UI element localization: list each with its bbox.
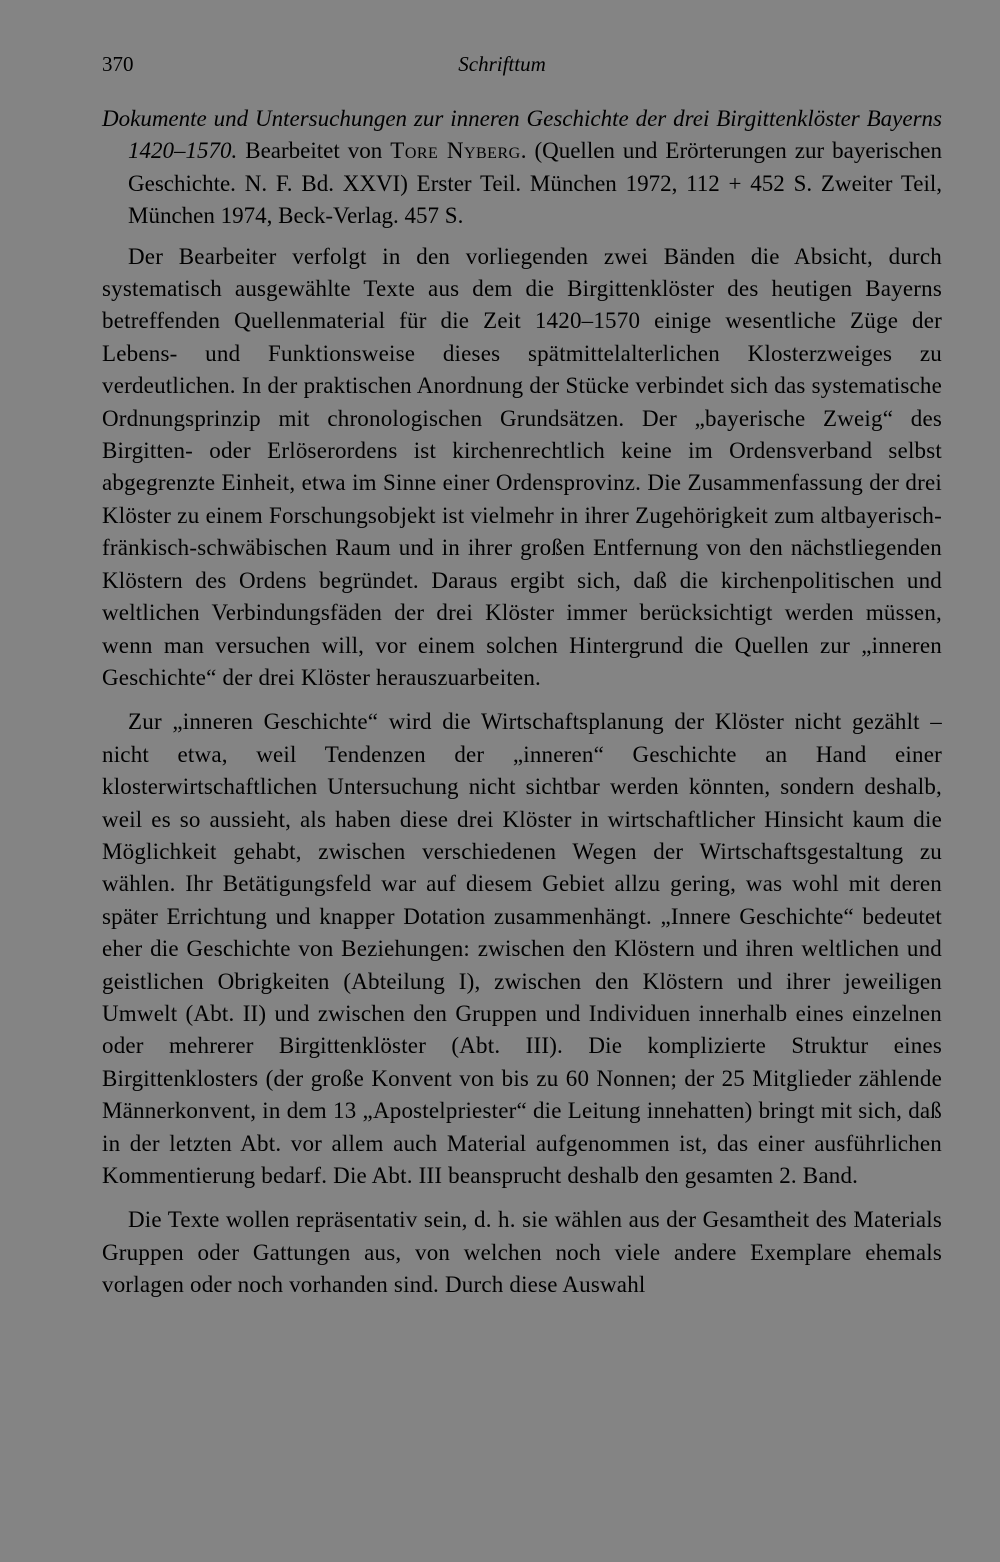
body-paragraph-1: Der Bearbeiter verfolgt in den vorliegenden zwei Bänden die Absicht, durch systematisch ausgewählte Texte aus dem die Birgittenklöster des heutigen Bayerns betreffenden Quellenmaterial für die Zeit 1420–1570 einige wesentliche Züge der Lebens- und Funktionsweise dieses spätmittelalterlichen Klosterzweiges zu verdeutlichen. In der praktischen Anordnung der Stücke verbindet sich das systematische Ordnungsprinzip mit chronologischen Grundsätzen. Der „bayerische Zweig“ des Birgitten- oder Erlöserordens ist kirchenrechtlich keine im Ordensverband selbst abgegrenzte Einheit, etwa im Sinne einer Ordensprovinz. Die Zusammenfassung der drei Klöster zu einem Forschungsobjekt ist vielmehr in ihrer Zugehörigkeit zum altbayerisch-fränkisch-schwäbischen Raum und in ihrer großen Entfernung von den nächstliegenden Klöstern des Ordens begründet. Daraus ergibt sich, daß die kirchenpolitischen und weltlichen Verbindungsfäden der drei Klöster immer berücksichtigt werden müssen, wenn man versuchen will, vor einem solchen Hintergrund die Quellen zur „inneren Geschichte“ der drei Klöster herauszuarbeiten. — [102, 243, 942, 690]
review-entry — [102, 103, 942, 1314]
imprint: . (Quellen und Erörterungen zur bayerischen Geschichte. N. F. Bd. XXVI) Erster Teil. München 1972, 112 + 452 S. Zweiter Teil, München 1974, Beck-Verlag. 457 S. — [128, 138, 942, 229]
page-header — [102, 52, 902, 82]
editor-prefix: Bearbeitet von — [237, 138, 391, 164]
book-title: Dokumente und Untersuchungen zur inneren Geschichte der drei Birgittenklöster Bayerns 1420–1570. — [102, 106, 942, 164]
body-paragraph-3: Die Texte wollen repräsentativ sein, d. h. sie wählen aus der Gesamtheit des Materials Gruppen oder Gattungen aus, von welchen noch viele andere Exemplare ehemals vorlagen oder noch vorhanden sind. Durch diese Auswahl — [102, 1207, 942, 1298]
running-head: Schrifttum — [458, 52, 546, 76]
body-paragraph-2: Zur „inneren Geschichte“ wird die Wirtschaftsplanung der Klöster nicht gezählt – nicht etwa, weil Tendenzen der „inneren“ Geschichte an Hand einer klosterwirtschaftlichen Untersuchung nicht sichtbar werden könnten, sondern deshalb, weil es so aussieht, als haben diese drei Klöster in wirtschaftlicher Hinsicht kaum die Möglichkeit gehabt, zwischen verschiedenen Wegen der Wirtschaftsgestaltung zu wählen. Ihr Betätigungsfeld war auf diesem Gebiet allzu gering, was wohl mit deren später Errichtung und knapper Dotation zusammenhängt. „Innere Geschichte“ bedeutet eher die Geschichte von Beziehungen: zwischen den Klöstern und ihren weltlichen und geistlichen Obrigkeiten (Abteilung I), zwischen den Klöstern und ihrer jeweiligen Umwelt (Abt. II) und zwischen den Gruppen und Individuen innerhalb eines einzelnen oder mehrerer Birgittenklöster (Abt. III). Die komplizierte Struktur eines Birgittenklosters (der große Konvent von bis zu 60 Nonnen; der 25 Mitglieder zählende Männerkonvent, in dem 13 „Apostelpriester“ die Leitung innehatten) bringt mit sich, daß in der letzten Abt. vor allem auch Material aufgenommen ist, das einer ausführlichen Kommentierung bedarf. Die Abt. III beansprucht deshalb den gesamten 2. Band. — [102, 709, 942, 1188]
page-number: 370 — [102, 52, 134, 76]
editor-name: Tore Nyberg — [390, 138, 521, 164]
bibliographic-entry — [102, 103, 942, 233]
